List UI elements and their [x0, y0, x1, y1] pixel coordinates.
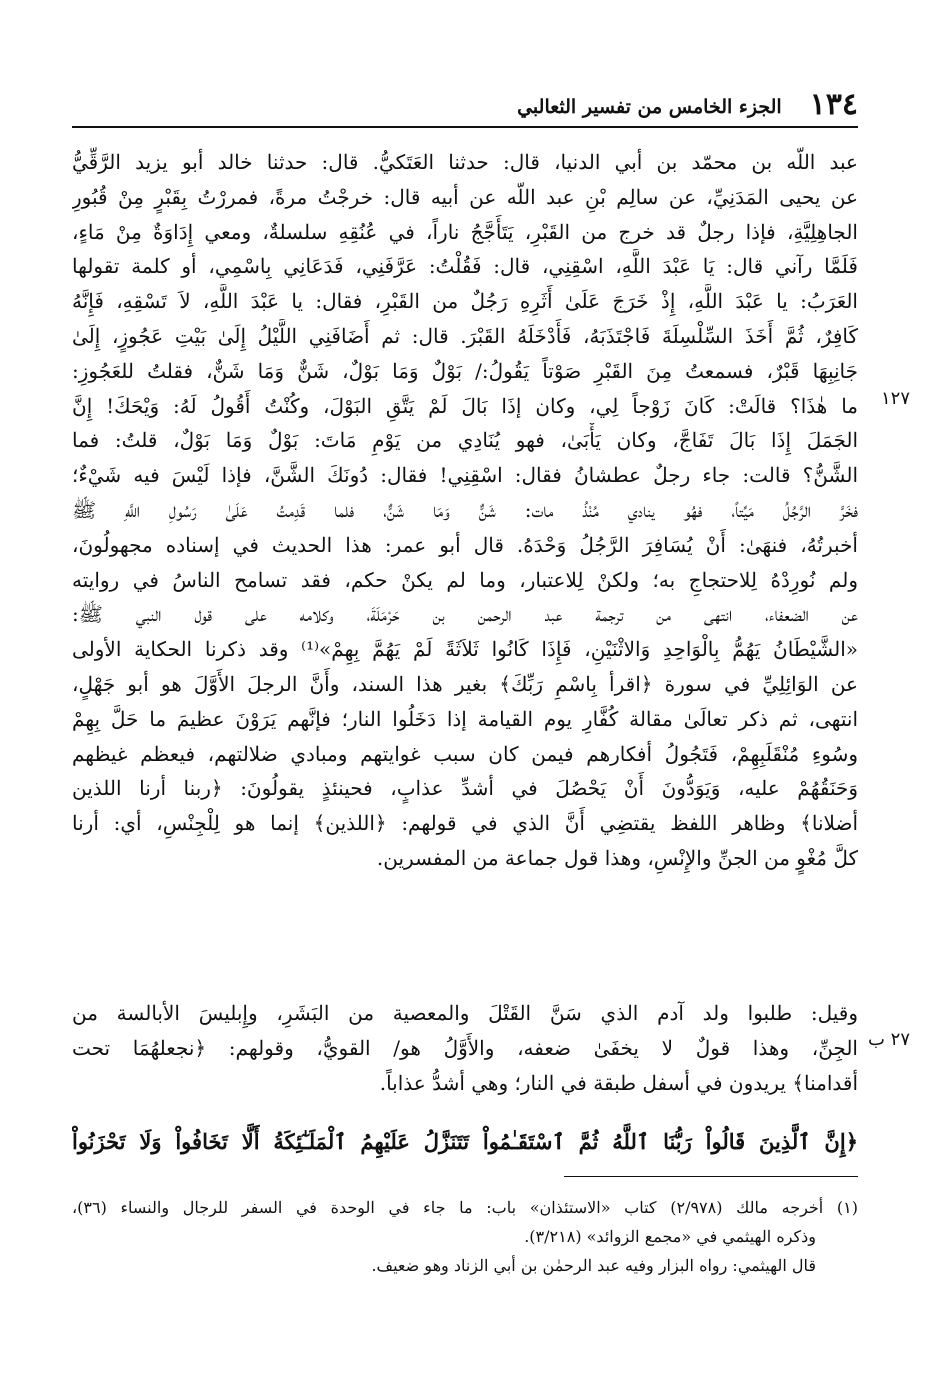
- header-rule: [72, 126, 858, 128]
- text-line: الشَّنُّ؟ قالت: جاء رجلٌ عطشانُ فقال: اسْقِنِي! فقال: دُونَكَ الشَّنَّ، فإذا لَيْسَ فيه شَيْءٌ؛: [72, 463, 858, 488]
- text-line: أضلانا﴾ وظاهر اللفظ يقتضِي أَنَّ الذي في قولهم: ﴿اللذين﴾ إنما هو لِلْجِنْسِ، أي: أرنا: [72, 811, 858, 836]
- page-number: ١٣٤: [809, 87, 858, 122]
- text-line: وسُوءِ مُنْقَلَبِهِمْ، فَتَجُولُ أفكارهم فيمن كان سبب غوايتهم ومبادي ضلالتهم، فيعظم غيظهم: [72, 741, 858, 766]
- quran-verse: ﴿إِنَّ ٱلَّذِينَ قَالُواْ رَبُّنَا ٱللَّهُ ثُمَّ ٱسْتَقَـٰمُواْ تَتَنَزَّلُ عَلَيْهِمُ ٱلْمَلَـٰٓئِكَةُ أَلَّا تَخَافُواْ وَلَا تَحْزَنُواْ: [72, 1129, 858, 1154]
- text-line: عن الوَائِلِيِّ في سورة ﴿اقرأ بِاسْمِ رَبِّكَ﴾ بغير هذا السند، وأَنَّ الرجلَ الأَوَّلَ هو أبو جَهْلٍ،: [72, 671, 858, 696]
- text-line: الجَمَلَ إِذَا بَالَ تَفَاجَّ، وكان يَأْبَىٰ، فهو يُنَادِي من يَوْمِ مَاتَ: بَوْلٌ وَمَا بَوْلٌ، قلتُ: فما: [72, 428, 858, 453]
- text-line: عن الضعفاء، انتهى من ترجمة عبد الرحمن بن حَرْمَلَةَ، وكلامه على قول النبي ﷺ:: [72, 602, 858, 627]
- footnotes: [72, 1193, 858, 1280]
- text-line: العَرَبُ: يا عَبْدَ اللَّهِ، إِذْ خَرَجَ عَلَىٰ أَثَرِهِ رَجُلٌ من القَبْرِ، فقال: يا عَبْدَ اللَّهِ، لاَ تَسْقِهِ، فَإِنَّهُ: [72, 289, 858, 314]
- margin-folio-mark: ٢٧ ب: [867, 1029, 910, 1050]
- footnote-line: قال الهيثمي: رواه البزار وفيه عبد الرحمٰن بن أبي الزناد وهو ضعيف.: [371, 1256, 816, 1275]
- text-line: وَحَنَقُهُمْ عليه، وَيَوَدُّونَ أَنْ يَحْصُلَ في أشدِّ عذابٍ، فحينئذٍ يقولُونَ: ﴿ربنا أرنا اللذين: [72, 776, 858, 801]
- text-line: عن يحيى المَدَنِيِّ، عن سالِم بْنِ عبد اللّه عن أبيه قال: خرجْتُ مرةً، فمررْتُ بِقَبْرٍ مِنْ قُبُورِ: [72, 184, 858, 209]
- paragraph-2: [72, 996, 858, 1100]
- footnote-line: وذكره الهيثمي في «مجمع الزوائد» (٣/٢١٨).: [524, 1227, 816, 1246]
- page-header: [72, 86, 858, 122]
- text-line: الجاهِلِيَّةِ، فإذا رجلٌ قد خرج من القَبْرِ، يَتَأَجَّجُ ناراً، في عُنُقِهِ سلسلةٌ، ومعي إِدَاوَةٌ مِنْ مَاءٍ،: [72, 219, 858, 244]
- text-line: «الشَّيْطَانُ يَهُمُّ بِالْوَاحِدِ وَالاثْنَيْنِ، فَإِذَا كَانُوا ثَلاَثَةً لَمْ يَهُمَّ بِهِمْ»⁽¹⁾ وقد ذكرنا الحكاية الأولى: [72, 637, 858, 662]
- footnote-line: (١) أخرجه مالك (٢/٩٧٨) كتاب «الاستئذان» باب: ما جاء في الوحدة في السفر للرجال والنساء (٣٦)،: [72, 1198, 858, 1217]
- margin-folio-mark: ١٢٧: [880, 388, 910, 409]
- text-line: أقدامنا﴾ يريدون في أسفل طبقة في النار؛ وهي أشدُّ عذاباً.: [379, 1070, 858, 1095]
- text-line: كَافِرٌ، ثُمَّ أَخَذَ السِّلْسِلَةَ فَاجْتَذَبَهُ، فَأَدْخَلَهُ القَبْرَ. قال: ثم أَضَافَنِي اللَّيْلُ إِلَىٰ بَيْتِ عَجُوزٍ، إِلَىٰ: [72, 323, 858, 348]
- footnote-rule: [564, 1176, 858, 1177]
- text-line: ولم نُورِدْهُ لِلاحتجاجِ به؛ ولكنْ لِلاعتبار، وما لم يكنْ حكم، فقد تسامح الناسُ في روايته: [72, 567, 858, 592]
- text-line: وقيل: طلبوا ولد آدم الذي سَنَّ القَتْلَ والمعصية من البَشَرِ، وإِبليسَ الأبالسة من: [72, 1001, 858, 1025]
- text-line: كلَّ مُغْوٍ من الجنِّ والإِنْسِ، وهذا قول جماعة من المفسرين.: [376, 845, 858, 870]
- text-line: جَانِبِهَا قَبْرٌ، فسمعتُ مِنَ القَبْرِ صَوْتاً يَقُولُ:/ بَوْلٌ وَمَا بَوْلٌ، شَنٌّ وَمَا شَنٌّ، فقلتُ للعَجُوزِ:: [72, 358, 858, 383]
- text-line: فخَرَّ الرَّجُلُ مَيِّتاً، فهُو ينادي مُنْذُ مات: شَنٌّ وَمَا شَنٌّ، فلما قَدِمتُ عَلَىٰ رَسُولِ اللَّهِ ﷺ: [72, 497, 858, 522]
- main-text: [72, 145, 858, 876]
- running-title: الجزء الخامس من تفسير الثعالبي: [517, 96, 782, 118]
- text-line: الجِنِّ، وهذا قولٌ لا يخفَىٰ ضعفه، والأَوَّلُ هو/ القويُّ، وقولهم: ﴿نجعلهُمَا تحت: [72, 1035, 858, 1060]
- text-line: ما هٰذَا؟ قالَتْ: كَانَ زَوْجاً لِي، وكان إذَا بَالَ لَمْ يَتَّقِ البَوْلَ، وكُنْتُ أَقُولُ لَهُ: وَيْحَكَ! إِنَّ: [72, 393, 858, 418]
- text-line: فَلَمَّا رآني قال: يَا عَبْدَ اللَّهِ، اسْقِنِي، قال: فَقُلْتُ: عَرَّفَنِي، فَدَعَانِي بِاسْمِي، أو كلمة تقولها: [72, 254, 858, 279]
- text-line: عبد اللّه بن محمّد بن أبي الدنيا، قال: حدثنا العَتَكيُّ. قال: حدثنا خالد أبو يزيد الرَّقِّيُّ: [72, 150, 858, 174]
- text-line: انتهى، ثم ذكر تعالَىٰ مقالة كُفَّارِ يوم القيامة إذا دَخَلُوا النار؛ فإنَّهم يَرَوْنَ عظيمَ ما حَلَّ بِهِمْ: [72, 706, 858, 731]
- text-line: أخبرتُهُ، فنهَىٰ: أَنْ يُسَافِرَ الرَّجُلُ وَحْدَهُ. قال أبو عمر: هذا الحديث في إسناده مجهولُونَ،: [72, 532, 858, 557]
